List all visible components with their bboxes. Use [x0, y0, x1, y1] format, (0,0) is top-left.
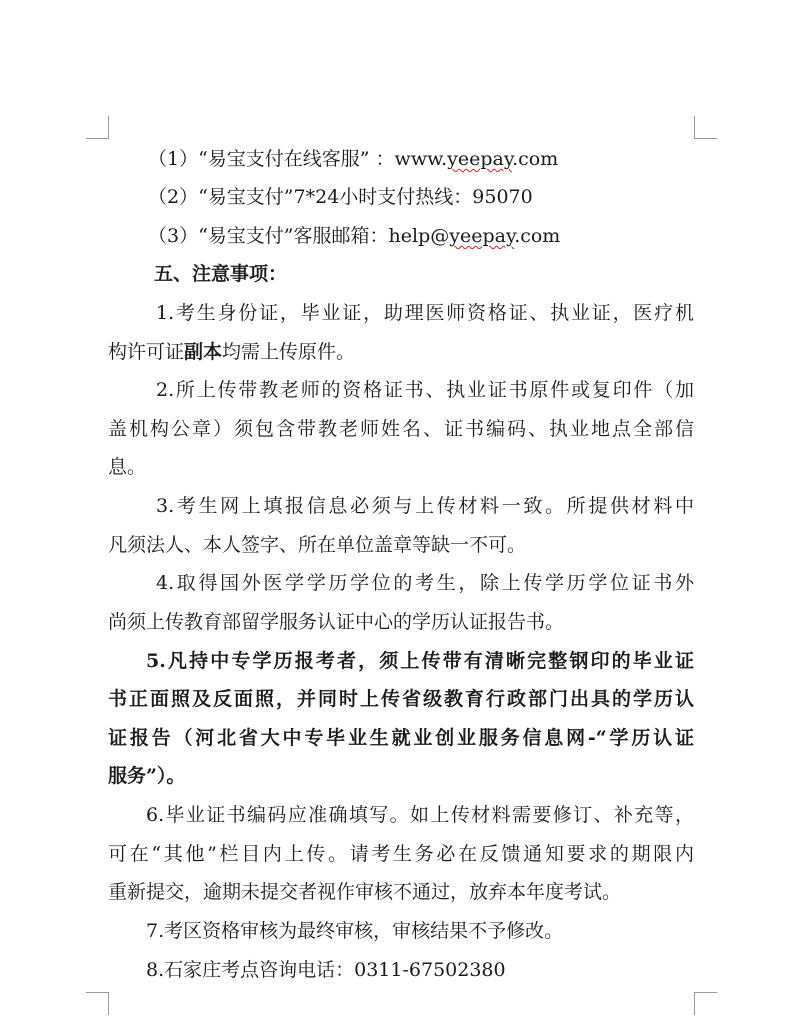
item-8-line-1: 8.石家庄考点咨询电话：0311-67502380 — [146, 959, 506, 981]
contact-1-domain: yeepay — [447, 148, 513, 170]
crop-mark-top-right — [694, 116, 717, 139]
contact-3-domain: yeepay — [449, 225, 515, 247]
item-2-line-1: 2.所上传带教老师的资格证书、执业证书原件或复印件（加 — [156, 379, 694, 401]
contact-2-text: （2）“易宝支付”7*24小时支付热线：95070 — [148, 186, 533, 208]
item-7-line-1: 7.考区资格审核为最终审核，审核结果不予修改。 — [146, 920, 564, 942]
item-3-line-1: 3.考生网上填报信息必须与上传材料一致。所提供材料中 — [156, 495, 694, 517]
item-2-line-2: 盖机构公章）须包含带教老师姓名、证书编码、执业地点全部信 — [108, 418, 694, 440]
item-6-line-2: 可在“其他”栏目内上传。请考生务必在反馈通知要求的期限内 — [108, 843, 694, 865]
contact-line-3 — [148, 223, 738, 249]
contact-line-1 — [148, 146, 738, 172]
item-1-text-c: 均需上传原件。 — [222, 341, 356, 363]
item-6-line-1: 6.毕业证书编码应准确填写。如上传材料需要修订、补充等， — [146, 804, 694, 826]
item-4-line-2: 尚须上传教育部留学服务认证中心的学历认证报告书。 — [108, 611, 565, 633]
item-1-line-1: 1.考生身份证，毕业证，助理医师资格证、执业证，医疗机 — [156, 302, 694, 324]
contact-1-suffix: .com — [512, 148, 559, 170]
item-1-text-a: 构许可证 — [108, 341, 185, 363]
contact-3-suffix: .com — [514, 225, 561, 247]
crop-mark-bottom-right — [694, 992, 717, 1015]
item-2-line-3: 息。 — [108, 456, 147, 478]
item-5-line-3: 证报告（河北省大中专毕业生就业创业服务信息网-“学历认证 — [108, 727, 694, 749]
item-4-line-1: 4.取得国外医学学历学位的考生，除上传学历学位证书外 — [156, 572, 694, 594]
item-3-line-2: 凡须法人、本人签字、所在单位盖章等缺一不可。 — [108, 534, 527, 556]
item-5-line-1: 5.凡持中专学历报考者，须上传带有清晰完整钢印的毕业证 — [146, 650, 694, 672]
item-6-line-3: 重新提交，逾期未提交者视作审核不通过，放弃本年度考试。 — [108, 881, 622, 903]
item-5-line-2: 书正面照及反面照，并同时上传省级教育行政部门出具的学历认 — [108, 688, 694, 710]
contact-3-text: （3）“易宝支付”客服邮箱：help@ — [148, 225, 450, 247]
contact-1-text: （1）“易宝支付在线客服” ：www. — [148, 148, 448, 170]
crop-mark-top-left — [86, 116, 109, 139]
item-5-line-4: 服务”）。 — [108, 765, 186, 787]
item-1-line-2 — [108, 339, 698, 365]
contact-line-2 — [148, 184, 738, 210]
crop-mark-bottom-left — [86, 992, 109, 1015]
notice-heading: 五、注意事项： — [154, 263, 288, 285]
item-1-emphasis: 副本 — [184, 341, 223, 363]
